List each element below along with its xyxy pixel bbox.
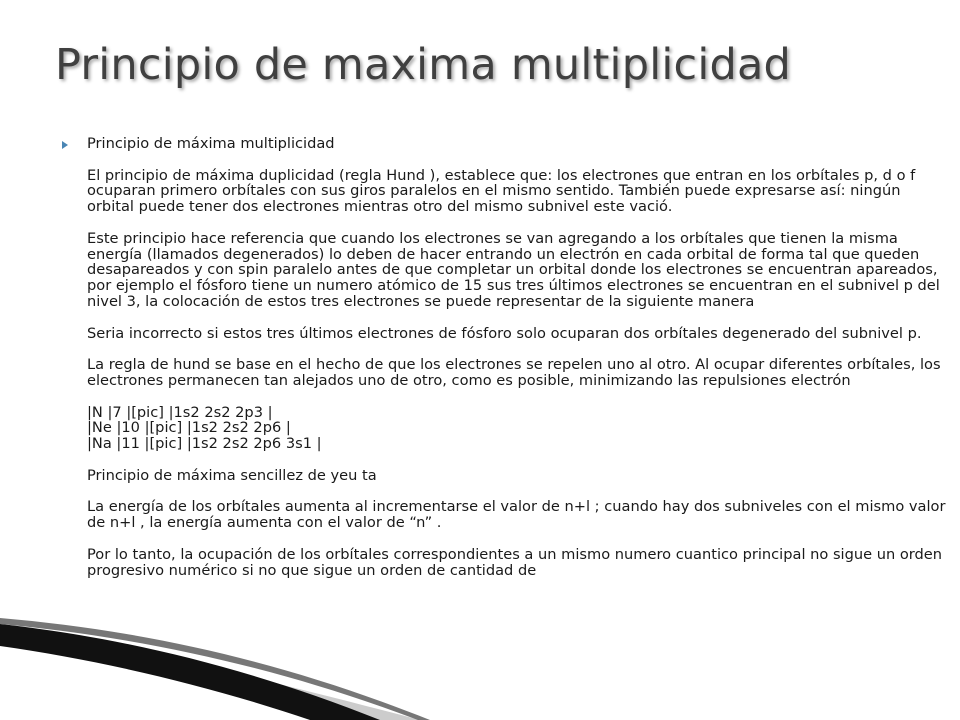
slide-content xyxy=(62,135,951,579)
spacer xyxy=(87,531,947,547)
paragraph-incorrect-example: Seria incorrecto si estos tres últimos electrones de fósforo solo ocuparan dos orbítales degenerado del subnivel p. xyxy=(87,324,922,342)
paragraph-repulsion: La regla de hund se base en el hecho de que los electrones se repelen uno al otro. Al ocupar diferentes orbítales, los electrones permanecen tan alejados uno de otro, como es posible, minimizando las repulsiones electrón xyxy=(87,356,946,389)
spacer xyxy=(87,215,947,231)
spacer xyxy=(87,341,947,357)
table-line-na: |Na |11 |[pic] |1s2 2s2 2p6 3s1 | xyxy=(87,435,322,453)
slide-title: Principio de maxima multiplicidad xyxy=(55,40,792,90)
spacer xyxy=(87,389,947,405)
swoosh-main xyxy=(0,624,380,720)
swoosh-shadow xyxy=(0,628,420,720)
spacer xyxy=(87,484,947,500)
table-line-ne: |Ne |10 |[pic] |1s2 2s2 2p6 | xyxy=(87,419,291,437)
triangle-bullet-icon xyxy=(62,141,68,149)
paragraph-occupation-order: Por lo tanto, la ocupación de los orbítales correspondientes a un mismo numero cuantico principal no sigue un orden progresivo numérico si no que sigue un orden de cantidad de xyxy=(87,545,947,579)
bullet-heading: Principio de máxima multiplicidad xyxy=(87,135,335,152)
spacer xyxy=(87,152,947,168)
spacer xyxy=(87,452,947,468)
bullet-body xyxy=(87,135,951,579)
paragraph-simplicity-heading: Principio de máxima sencillez de yeu ta xyxy=(87,466,377,484)
paragraph-degenerate-orbitals: Este principio hace referencia que cuando los electrones se van agregando a los orbítales que tienen la misma energía (llamados degenerados) lo deben de hacer entrando un electrón en cada orbital de forma tal que queden desapareados y con spin paralelo antes de que completar un orbital donde los electrones se encuentran apareados, por ejemplo el fósforo tiene un numero atómico de 15 sus tres últimos electrones se encuentran en el subnivel p del nivel 3, la colocación de estos tres electrones se puede representar de la siguiente manera xyxy=(87,229,945,310)
paragraph-energy-order: La energía de los orbítales aumenta al incrementarse el valor de n+l ; cuando hay dos subniveles con el mismo valor de n+l , la energía aumenta con el valor de “n” . xyxy=(87,498,951,532)
spacer xyxy=(87,310,947,326)
swoosh-thin xyxy=(0,618,430,720)
table-line-n: |N |7 |[pic] |1s2 2s2 2p3 | xyxy=(87,403,273,421)
paragraph-hund-definition: El principio de máxima duplicidad (regla Hund ), establece que: los electrones que entran en los orbítales p, d o f ocuparan primero orbítales con sus giros paralelos en el mismo sentido. También puede expresarse así: ningún orbital puede tener dos electrones mientras otro del mismo subnivel este vació. xyxy=(87,166,920,216)
